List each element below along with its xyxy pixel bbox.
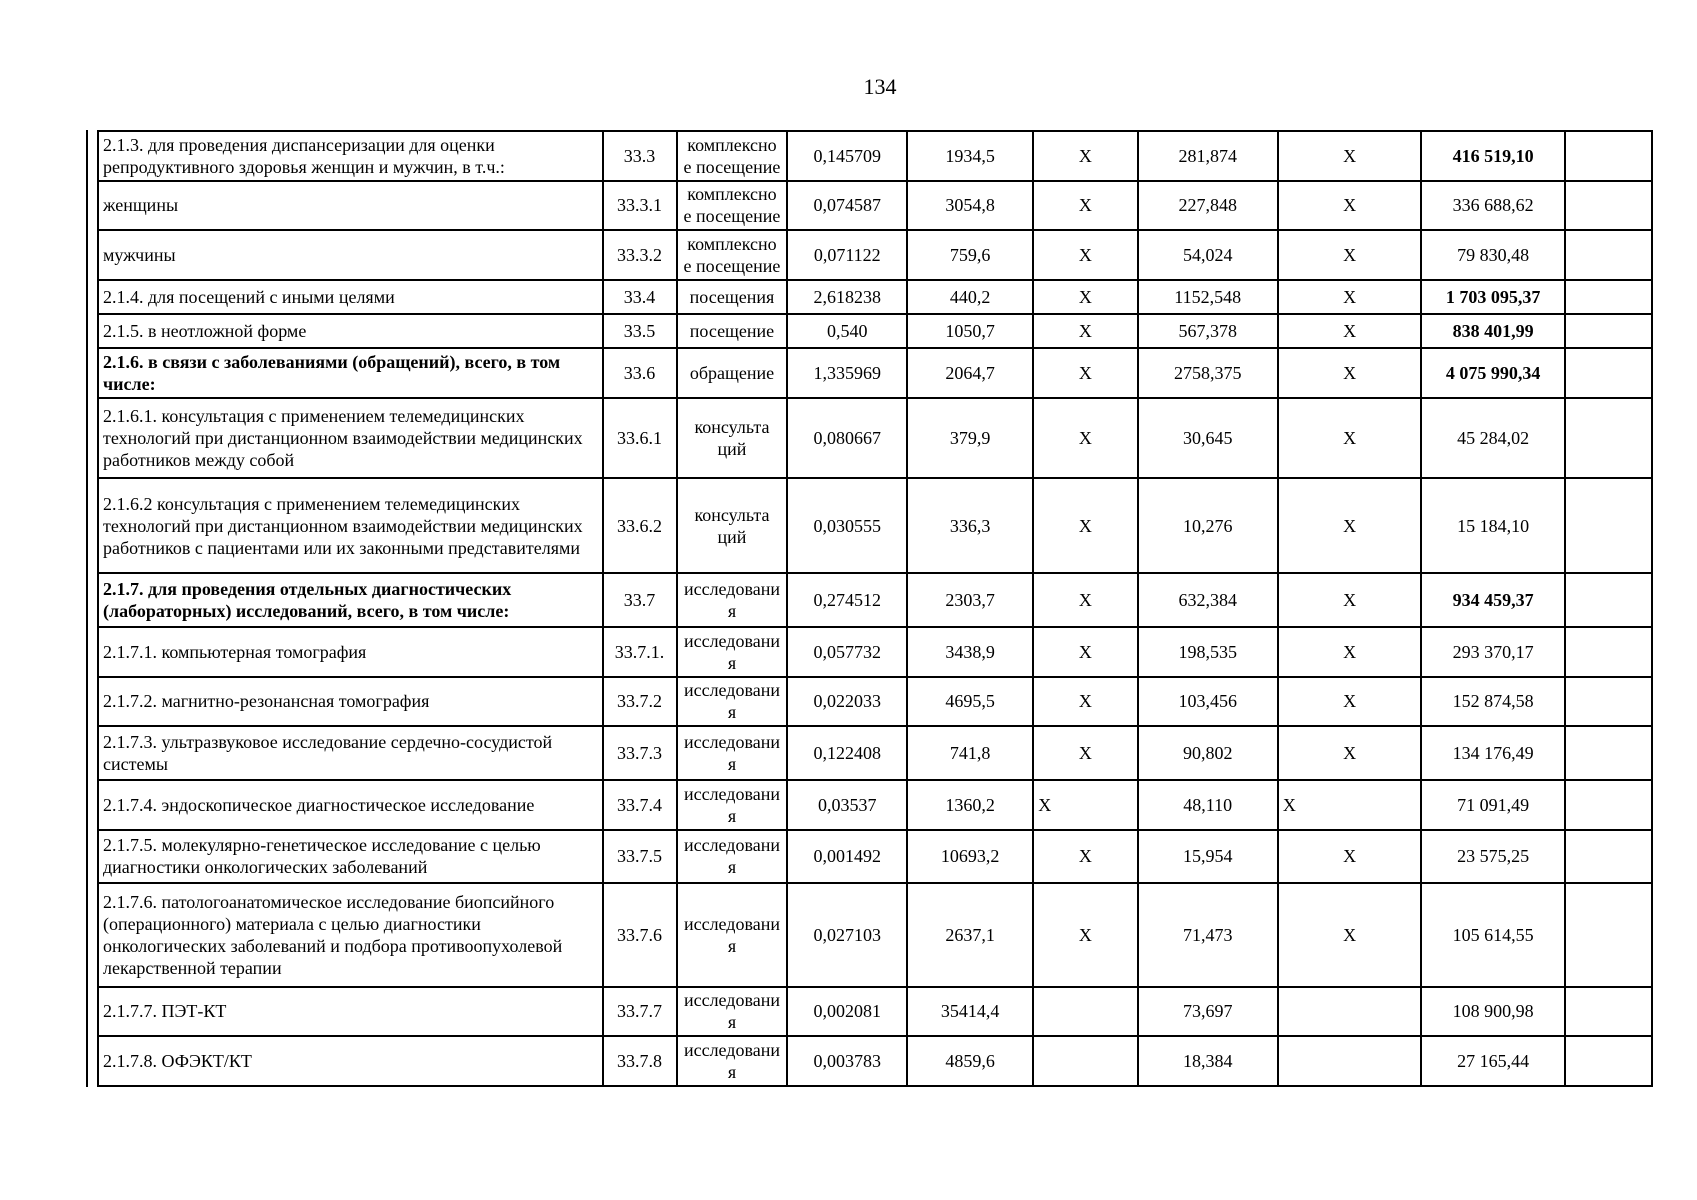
row-mark-2 [1278, 987, 1422, 1037]
row-cost: 1934,5 [907, 131, 1033, 181]
row-total: 15 184,10 [1421, 478, 1565, 573]
table-row [98, 314, 1652, 348]
row-code: 33.5 [603, 314, 677, 348]
row-total: 27 165,44 [1421, 1036, 1565, 1086]
table-row [98, 627, 1652, 677]
row-norm: 0,003783 [787, 1036, 907, 1086]
row-per-capita: 1152,548 [1138, 280, 1278, 314]
row-total: 108 900,98 [1421, 987, 1565, 1037]
row-name: 2.1.6.1. консультация с применением телемедицинских технологий при дистанционном взаимодействии медицинских работников между собой [98, 398, 603, 479]
row-empty-cell [1565, 1036, 1652, 1086]
row-total: 838 401,99 [1421, 314, 1565, 348]
table-row [98, 478, 1652, 573]
row-empty-cell [1565, 780, 1652, 830]
row-unit: исследовани я [677, 987, 788, 1037]
row-code: 33.4 [603, 280, 677, 314]
row-per-capita: 103,456 [1138, 677, 1278, 727]
table-row [98, 348, 1652, 398]
row-norm: 0,03537 [787, 780, 907, 830]
row-cost: 379,9 [907, 398, 1033, 479]
row-mark-2: Х [1278, 677, 1422, 727]
row-name: женщины [98, 181, 603, 231]
row-empty-cell [1565, 181, 1652, 231]
row-cost: 2064,7 [907, 348, 1033, 398]
row-mark-1: Х [1033, 314, 1137, 348]
row-mark-1: Х [1033, 131, 1137, 181]
row-name: 2.1.4. для посещений с иными целями [98, 280, 603, 314]
row-name: 2.1.6.2 консультация с применением телемедицинских технологий при дистанционном взаимодействии медицинских работников с пациентами или их законными представителями [98, 478, 603, 573]
row-mark-2: Х [1278, 398, 1422, 479]
row-empty-cell [1565, 398, 1652, 479]
row-total: 1 703 095,37 [1421, 280, 1565, 314]
row-norm: 0,071122 [787, 230, 907, 280]
row-per-capita: 15,954 [1138, 830, 1278, 884]
table-row [98, 677, 1652, 727]
row-code: 33.7.6 [603, 883, 677, 986]
row-per-capita: 227,848 [1138, 181, 1278, 231]
row-mark-2: Х [1278, 131, 1422, 181]
row-empty-cell [1565, 627, 1652, 677]
row-name: 2.1.3. для проведения диспансеризации для оценки репродуктивного здоровья женщин и мужчин, в т.ч.: [98, 131, 603, 181]
row-mark-2: Х [1278, 230, 1422, 280]
row-total: 71 091,49 [1421, 780, 1565, 830]
row-total: 152 874,58 [1421, 677, 1565, 727]
row-unit: комплексно е посещение [677, 131, 788, 181]
financing-table [97, 130, 1653, 1087]
table-row [98, 1036, 1652, 1086]
row-empty-cell [1565, 131, 1652, 181]
row-per-capita: 632,384 [1138, 573, 1278, 627]
row-norm: 0,057732 [787, 627, 907, 677]
row-mark-2 [1278, 1036, 1422, 1086]
left-margin-rule [86, 130, 88, 1087]
row-unit: комплексно е посещение [677, 181, 788, 231]
row-code: 33.7.7 [603, 987, 677, 1037]
row-name: 2.1.7.8. ОФЭКТ/КТ [98, 1036, 603, 1086]
row-unit: комплексно е посещение [677, 230, 788, 280]
row-name: 2.1.7.3. ультразвуковое исследование сердечно-сосудистой системы [98, 726, 603, 780]
row-name: 2.1.7.7. ПЭТ-КТ [98, 987, 603, 1037]
row-per-capita: 2758,375 [1138, 348, 1278, 398]
row-cost: 336,3 [907, 478, 1033, 573]
row-norm: 2,618238 [787, 280, 907, 314]
row-code: 33.3 [603, 131, 677, 181]
row-unit: исследовани я [677, 780, 788, 830]
row-norm: 0,001492 [787, 830, 907, 884]
row-norm: 0,002081 [787, 987, 907, 1037]
row-unit: консульта ций [677, 478, 788, 573]
row-mark-2: Х [1278, 780, 1422, 830]
row-cost: 2303,7 [907, 573, 1033, 627]
row-empty-cell [1565, 726, 1652, 780]
row-empty-cell [1565, 314, 1652, 348]
row-total: 336 688,62 [1421, 181, 1565, 231]
row-mark-1: Х [1033, 726, 1137, 780]
row-norm: 0,074587 [787, 181, 907, 231]
row-mark-2: Х [1278, 181, 1422, 231]
row-unit: исследовани я [677, 573, 788, 627]
row-total: 4 075 990,34 [1421, 348, 1565, 398]
row-total: 293 370,17 [1421, 627, 1565, 677]
row-unit: исследовани я [677, 830, 788, 884]
table-row [98, 573, 1652, 627]
row-cost: 3054,8 [907, 181, 1033, 231]
row-per-capita: 54,024 [1138, 230, 1278, 280]
row-code: 33.7.4 [603, 780, 677, 830]
row-unit: посещения [677, 280, 788, 314]
row-empty-cell [1565, 230, 1652, 280]
row-per-capita: 198,535 [1138, 627, 1278, 677]
row-total: 45 284,02 [1421, 398, 1565, 479]
row-mark-2: Х [1278, 314, 1422, 348]
row-norm: 1,335969 [787, 348, 907, 398]
row-per-capita: 30,645 [1138, 398, 1278, 479]
row-cost: 759,6 [907, 230, 1033, 280]
row-mark-1: Х [1033, 780, 1137, 830]
row-mark-2: Х [1278, 573, 1422, 627]
row-code: 33.7.3 [603, 726, 677, 780]
row-code: 33.7.2 [603, 677, 677, 727]
row-mark-1: Х [1033, 883, 1137, 986]
table-row [98, 780, 1652, 830]
row-unit: посещение [677, 314, 788, 348]
row-norm: 0,080667 [787, 398, 907, 479]
table-row [98, 398, 1652, 479]
row-per-capita: 567,378 [1138, 314, 1278, 348]
row-cost: 1360,2 [907, 780, 1033, 830]
row-name: 2.1.7.6. патологоанатомическое исследование биопсийного (операционного) материала с целью диагностики онкологических заболеваний и подбора противоопухолевой лекарственной терапии [98, 883, 603, 986]
row-per-capita: 281,874 [1138, 131, 1278, 181]
row-code: 33.3.2 [603, 230, 677, 280]
row-unit: исследовани я [677, 1036, 788, 1086]
row-code: 33.7.8 [603, 1036, 677, 1086]
row-unit: исследовани я [677, 677, 788, 727]
table-row [98, 987, 1652, 1037]
row-code: 33.6 [603, 348, 677, 398]
row-unit: исследовани я [677, 726, 788, 780]
row-name: 2.1.7. для проведения отдельных диагностических (лабораторных) исследований, всего, в том числе: [98, 573, 603, 627]
row-per-capita: 71,473 [1138, 883, 1278, 986]
row-name: мужчины [98, 230, 603, 280]
row-empty-cell [1565, 280, 1652, 314]
table-row [98, 830, 1652, 884]
row-code: 33.7.1. [603, 627, 677, 677]
row-empty-cell [1565, 573, 1652, 627]
row-empty-cell [1565, 677, 1652, 727]
row-total: 105 614,55 [1421, 883, 1565, 986]
row-unit: консульта ций [677, 398, 788, 479]
row-code: 33.7 [603, 573, 677, 627]
row-code: 33.7.5 [603, 830, 677, 884]
row-mark-1: Х [1033, 677, 1137, 727]
row-cost: 440,2 [907, 280, 1033, 314]
row-name: 2.1.6. в связи с заболеваниями (обращений), всего, в том числе: [98, 348, 603, 398]
row-norm: 0,274512 [787, 573, 907, 627]
row-per-capita: 48,110 [1138, 780, 1278, 830]
table-row [98, 883, 1652, 986]
row-name: 2.1.7.4. эндоскопическое диагностическое исследование [98, 780, 603, 830]
row-mark-1: Х [1033, 627, 1137, 677]
table-row [98, 181, 1652, 231]
row-total: 134 176,49 [1421, 726, 1565, 780]
row-norm: 0,030555 [787, 478, 907, 573]
row-mark-2: Х [1278, 830, 1422, 884]
table-row [98, 230, 1652, 280]
row-total: 23 575,25 [1421, 830, 1565, 884]
row-per-capita: 10,276 [1138, 478, 1278, 573]
row-unit: исследовани я [677, 883, 788, 986]
row-mark-1: Х [1033, 230, 1137, 280]
row-mark-1 [1033, 987, 1137, 1037]
row-cost: 4695,5 [907, 677, 1033, 727]
row-cost: 10693,2 [907, 830, 1033, 884]
row-per-capita: 73,697 [1138, 987, 1278, 1037]
row-cost: 741,8 [907, 726, 1033, 780]
row-mark-2: Х [1278, 726, 1422, 780]
row-empty-cell [1565, 348, 1652, 398]
row-mark-1: Х [1033, 348, 1137, 398]
row-mark-2: Х [1278, 478, 1422, 573]
row-cost: 2637,1 [907, 883, 1033, 986]
row-total: 416 519,10 [1421, 131, 1565, 181]
row-norm: 0,540 [787, 314, 907, 348]
row-mark-1: Х [1033, 181, 1137, 231]
row-empty-cell [1565, 830, 1652, 884]
row-name: 2.1.7.2. магнитно-резонансная томография [98, 677, 603, 727]
row-total: 79 830,48 [1421, 230, 1565, 280]
row-unit: исследовани я [677, 627, 788, 677]
row-empty-cell [1565, 478, 1652, 573]
row-mark-2: Х [1278, 280, 1422, 314]
table-row [98, 280, 1652, 314]
table-body [98, 131, 1652, 1086]
row-empty-cell [1565, 987, 1652, 1037]
table-row [98, 726, 1652, 780]
row-mark-1: Х [1033, 280, 1137, 314]
row-norm: 0,027103 [787, 883, 907, 986]
page-number: 134 [863, 74, 897, 99]
row-name: 2.1.5. в неотложной форме [98, 314, 603, 348]
row-cost: 4859,6 [907, 1036, 1033, 1086]
row-mark-2: Х [1278, 627, 1422, 677]
row-name: 2.1.7.5. молекулярно-генетическое исследование с целью диагностики онкологических заболеваний [98, 830, 603, 884]
row-cost: 35414,4 [907, 987, 1033, 1037]
row-cost: 3438,9 [907, 627, 1033, 677]
row-unit: обращение [677, 348, 788, 398]
row-mark-1: Х [1033, 478, 1137, 573]
row-mark-1: Х [1033, 573, 1137, 627]
row-total: 934 459,37 [1421, 573, 1565, 627]
row-per-capita: 18,384 [1138, 1036, 1278, 1086]
row-norm: 0,022033 [787, 677, 907, 727]
row-per-capita: 90,802 [1138, 726, 1278, 780]
row-mark-2: Х [1278, 883, 1422, 986]
row-empty-cell [1565, 883, 1652, 986]
row-code: 33.3.1 [603, 181, 677, 231]
row-mark-1 [1033, 1036, 1137, 1086]
row-mark-2: Х [1278, 348, 1422, 398]
row-mark-1: Х [1033, 830, 1137, 884]
row-code: 33.6.2 [603, 478, 677, 573]
row-code: 33.6.1 [603, 398, 677, 479]
row-norm: 0,145709 [787, 131, 907, 181]
row-norm: 0,122408 [787, 726, 907, 780]
table-row [98, 131, 1652, 181]
row-mark-1: Х [1033, 398, 1137, 479]
row-cost: 1050,7 [907, 314, 1033, 348]
row-name: 2.1.7.1. компьютерная томография [98, 627, 603, 677]
